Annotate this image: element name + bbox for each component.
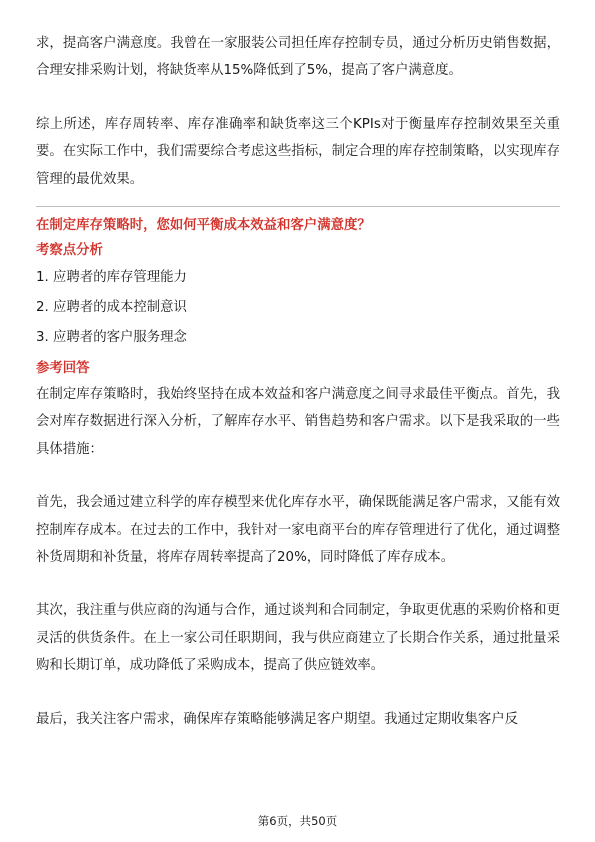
- answer-paragraph: 最后，我关注客户需求，确保库存策略能够满足客户期望。我通过定期收集客户反: [36, 711, 519, 727]
- page-content: [36, 30, 560, 733]
- paragraph-gap: [36, 85, 560, 111]
- answer-paragraph: 首先，我会通过建立科学的库存模型来优化库存水平，确保既能满足客户需求，又能有效控制库存成本。在过去的工作中，我针对一家电商平台的库存管理进行了优化，通过调整补货周期和补货量，将库存周转率提高了20%，同时降低了库存成本。: [36, 495, 560, 566]
- analysis-item: 1. 应聘者的库存管理能力: [36, 270, 187, 286]
- question-heading: 在制定库存策略时，您如何平衡成本效益和客户满意度？: [36, 218, 371, 234]
- paragraph-gap: [36, 463, 560, 489]
- answer-label: 参考回答: [36, 361, 90, 377]
- analysis-label: 考察点分析: [36, 243, 103, 259]
- answer-paragraph: 在制定库存策略时，我始终坚持在成本效益和客户满意度之间寻求最佳平衡点。首先，我会对库存数据进行深入分析，了解库存水平、销售趋势和客户需求。以下是我采取的一些具体措施：: [36, 387, 560, 457]
- page-number: 第6页，共50页: [257, 814, 338, 828]
- analysis-item: 2. 应聘者的成本控制意识: [36, 300, 187, 316]
- analysis-item: 3. 应聘者的客户服务理念: [36, 330, 187, 346]
- section-divider: [36, 206, 560, 207]
- summary-paragraph: 综上所述，库存周转率、库存准确率和缺货率这三个KPIs对于衡量库存控制效果至关重要。在实际工作中，我们需要综合考虑这些指标，制定合理的库存控制策略，以实现库存管理的最优效果。: [36, 116, 560, 187]
- paragraph-gap: [36, 571, 560, 597]
- answer-paragraph: 其次，我注重与供应商的沟通与合作，通过谈判和合同制定，争取更优惠的采购价格和更灵活的供货条件。在上一家公司任职期间，我与供应商建立了长期合作关系，通过批量采购和长期订单，成功降低了采购成本，提高了供应链效率。: [36, 603, 560, 674]
- paragraph-gap: [36, 680, 560, 706]
- body-paragraph: 求，提高客户满意度。我曾在一家服装公司担任库存控制专员，通过分析历史销售数据，合理安排采购计划，将缺货率从15%降低到了5%，提高了客户满意度。: [36, 36, 560, 79]
